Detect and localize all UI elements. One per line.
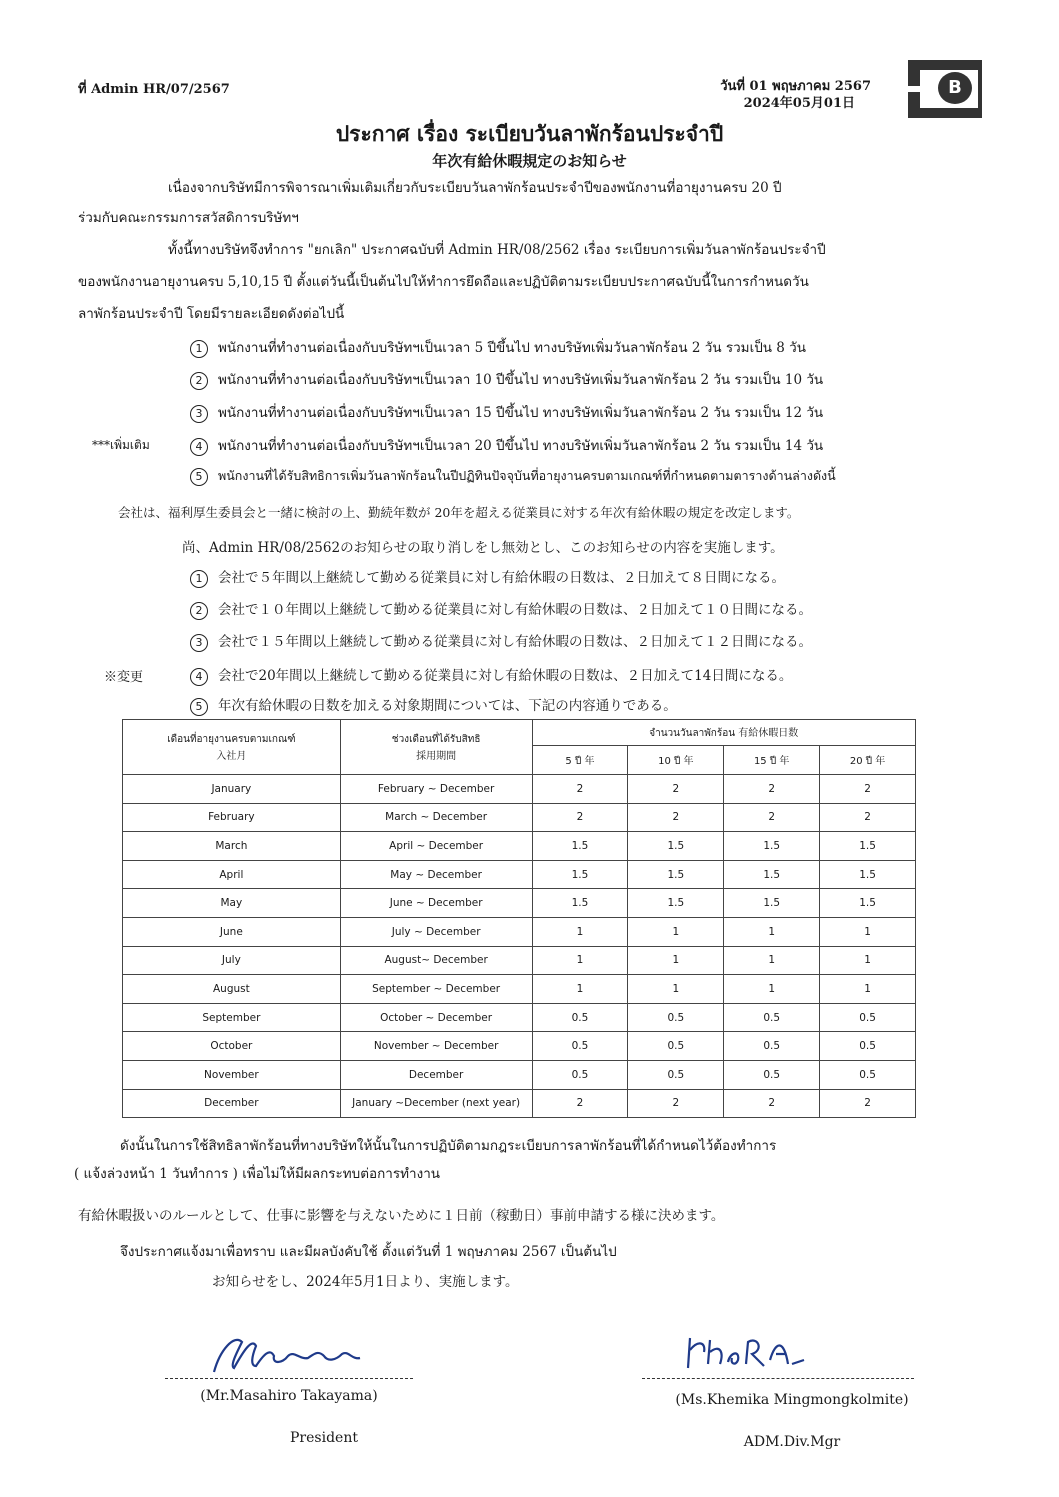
signature-president: [200, 1320, 400, 1380]
cell-month: December: [123, 1089, 341, 1118]
signer-title-president: President: [290, 1430, 358, 1446]
table-row: [123, 775, 916, 804]
item-number: 5: [190, 698, 208, 716]
cell-10-years: 1.5: [628, 832, 724, 861]
cell-period: December: [340, 1060, 532, 1089]
cell-5-years: 1: [532, 946, 628, 975]
cell-month: September: [123, 1003, 341, 1032]
item-number: 4: [190, 438, 208, 456]
cell-5-years: 1.5: [532, 889, 628, 918]
thai-paragraph: ทั้งนี้ทางบริษัทจึงทำการ "ยกเลิก" ประกาศฉบับที่ Admin HR/08/2562 เรื่อง ระเบียบการเพิ่มวันลาพักร้อนประจำปี: [168, 242, 826, 258]
logo-letter: B: [938, 72, 972, 104]
cell-20-years: 0.5: [820, 1032, 916, 1061]
table-row: [123, 1089, 916, 1118]
cell-period: May ~ December: [340, 860, 532, 889]
date-thai: วันที่ 01 พฤษภาคม 2567: [720, 79, 871, 94]
cell-period: January ~December (next year): [340, 1089, 532, 1118]
item-text: 会社で１５年間以上継続して勤める従業員に対し有給休暇の日数は、２日加えて１２日間になる。: [218, 634, 812, 650]
closing-thai-3: จึงประกาศแจ้งมาเพื่อทราบ และมีผลบังคับใช้ ตั้งแต่วันที่ 1 พฤษภาคม 2567 เป็นต้นไป: [120, 1244, 617, 1260]
cell-10-years: 0.5: [628, 1060, 724, 1089]
cell-month: April: [123, 860, 341, 889]
cell-period: November ~ December: [340, 1032, 532, 1061]
cell-10-years: 1.5: [628, 889, 724, 918]
cell-month: May: [123, 889, 341, 918]
company-logo: [908, 60, 982, 118]
page-title-japanese: 年次有給休暇規定のお知らせ: [432, 152, 627, 170]
page-title-thai: ประกาศ เรื่อง ระเบียบวันลาพักร้อนประจำปี: [335, 121, 724, 146]
cell-15-years: 0.5: [724, 1003, 820, 1032]
header-leave-days: จำนวนวันลาพักร้อน 有給休暇日数: [532, 720, 915, 746]
jp-list-item: [190, 566, 785, 588]
cell-15-years: 2: [724, 1089, 820, 1118]
closing-thai-1: ดังนั้นในการใช้สิทธิลาพักร้อนที่ทางบริษัทให้นั้นในการปฏิบัติตามกฎระเบียบการลาพักร้อนที่ได้กำหนดไว้ต้องทำการ: [120, 1138, 777, 1154]
leave-days-table: [122, 719, 916, 1118]
cell-10-years: 0.5: [628, 1032, 724, 1061]
cell-5-years: 0.5: [532, 1060, 628, 1089]
item-text: 会社で５年間以上継続して勤める従業員に対し有給休暇の日数は、２日加えて８日間になる。: [218, 570, 785, 586]
cell-5-years: 0.5: [532, 1003, 628, 1032]
table-row: [123, 975, 916, 1004]
jp-list-item: [190, 598, 812, 620]
cell-10-years: 2: [628, 775, 724, 804]
cell-10-years: 1: [628, 946, 724, 975]
cell-10-years: 1: [628, 917, 724, 946]
signer-name-president: (Mr.Masahiro Takayama): [200, 1388, 378, 1404]
cell-period: August~ December: [340, 946, 532, 975]
cell-5-years: 2: [532, 1089, 628, 1118]
cell-20-years: 1: [820, 946, 916, 975]
item-text: พนักงานที่ทำงานต่อเนื่องกับบริษัทฯเป็นเวลา 5 ปีขึ้นไป ทางบริษัทเพิ่มวันลาพักร้อน 2 วัน รวมเป็น 8 วัน: [218, 340, 806, 356]
cell-10-years: 0.5: [628, 1003, 724, 1032]
cell-20-years: 2: [820, 1089, 916, 1118]
cell-20-years: 1.5: [820, 889, 916, 918]
item-text: พนักงานที่ทำงานต่อเนื่องกับบริษัทฯเป็นเวลา 20 ปีขึ้นไป ทางบริษัทเพิ่มวันลาพักร้อน 2 วัน รวมเป็น 14 วัน: [218, 438, 824, 454]
thai-list-item: [190, 368, 823, 390]
cell-15-years: 1: [724, 917, 820, 946]
cell-15-years: 1.5: [724, 832, 820, 861]
table-row: [123, 803, 916, 832]
cell-month: June: [123, 917, 341, 946]
item-number: 5: [190, 468, 208, 486]
table-row: [123, 1060, 916, 1089]
cell-month: January: [123, 775, 341, 804]
closing-japanese-1: 有給休暇扱いのルールとして、仕事に影響を与えないために１日前（稼動日）事前申請する様に決めます。: [78, 1208, 725, 1224]
item-number: 2: [190, 602, 208, 620]
item-number: 1: [190, 570, 208, 588]
item-text: 会社で１０年間以上継続して勤める従業員に対し有給休暇の日数は、２日加えて１０日間になる。: [218, 602, 812, 618]
thai-paragraph: ร่วมกับคณะกรรมการสวัสดิการบริษัทฯ: [78, 210, 299, 226]
table-row: [123, 889, 916, 918]
table-row: [123, 1003, 916, 1032]
changed-tag: ※変更: [104, 670, 144, 685]
header-period-japanese: 採用期間: [416, 751, 457, 762]
item-text: 会社で20年間以上継続して勤める従業員に対し有給休暇の日数は、２日加えて14日間になる。: [218, 668, 793, 684]
item-number: 2: [190, 372, 208, 390]
item-number: 1: [190, 340, 208, 358]
cell-10-years: 2: [628, 803, 724, 832]
cell-period: April ~ December: [340, 832, 532, 861]
jp-list-item: [190, 664, 792, 686]
jp-paragraph: 尚、Admin HR/08/2562のお知らせの取り消しをし無効とし、このお知らせの内容を実施します。: [182, 540, 784, 556]
cell-10-years: 2: [628, 1089, 724, 1118]
item-text: 年次有給休暇の日数を加える対象期間については、下記の内容通りである。: [218, 698, 677, 714]
table-row: [123, 946, 916, 975]
cell-5-years: 0.5: [532, 1032, 628, 1061]
header-5-years: 5 ปี 年: [532, 746, 628, 775]
cell-month: November: [123, 1060, 341, 1089]
cell-period: October ~ December: [340, 1003, 532, 1032]
header-month-japanese: 入社月: [216, 751, 247, 762]
thai-list-item: [190, 336, 806, 358]
cell-15-years: 1: [724, 946, 820, 975]
header-15-years: 15 ปี 年: [724, 746, 820, 775]
signer-name-adm-manager: (Ms.Khemika Mingmongkolmite): [675, 1392, 909, 1408]
signer-title-adm-manager: ADM.Div.Mgr: [743, 1434, 841, 1450]
thai-paragraph: ลาพักร้อนประจำปี โดยมีรายละเอียดดังต่อไปนี้: [78, 306, 345, 322]
cell-period: September ~ December: [340, 975, 532, 1004]
cell-20-years: 1: [820, 917, 916, 946]
cell-period: March ~ December: [340, 803, 532, 832]
item-number: 4: [190, 668, 208, 686]
jp-paragraph: 会社は、福利厚生委員会と一緒に検討の上、勤続年数が 20年を超える従業員に対する年次有給休暇の規定を改定します。: [118, 505, 800, 520]
signature-line-adm-manager: [642, 1378, 914, 1379]
cell-month: October: [123, 1032, 341, 1061]
cell-5-years: 2: [532, 775, 628, 804]
header-period-thai: ช่วงเดือนที่ได้รับสิทธิ: [391, 734, 481, 745]
cell-20-years: 1.5: [820, 860, 916, 889]
cell-15-years: 1.5: [724, 889, 820, 918]
item-text: พนักงานที่ได้รับสิทธิการเพิ่มวันลาพักร้อนในปีปฏิทินปัจจุบันที่อายุงานครบตามเกณฑ์ที่กำหนดตามตารางด้านล่างดังนี้: [218, 468, 836, 483]
cell-20-years: 0.5: [820, 1060, 916, 1089]
cell-20-years: 2: [820, 775, 916, 804]
cell-20-years: 2: [820, 803, 916, 832]
cell-15-years: 0.5: [724, 1060, 820, 1089]
cell-5-years: 1: [532, 975, 628, 1004]
cell-month: July: [123, 946, 341, 975]
date-japanese: 2024年05月01日: [743, 96, 855, 111]
cell-period: June ~ December: [340, 889, 532, 918]
signature-adm-manager: [680, 1330, 810, 1375]
cell-15-years: 1: [724, 975, 820, 1004]
cell-15-years: 2: [724, 775, 820, 804]
item-number: 3: [190, 634, 208, 652]
item-text: พนักงานที่ทำงานต่อเนื่องกับบริษัทฯเป็นเวลา 10 ปีขึ้นไป ทางบริษัทเพิ่มวันลาพักร้อน 2 วัน รวมเป็น 10 วัน: [218, 372, 824, 388]
header-period: [340, 720, 532, 775]
header-20-years: 20 ปี 年: [820, 746, 916, 775]
cell-15-years: 1.5: [724, 860, 820, 889]
header-10-years: 10 ปี 年: [628, 746, 724, 775]
added-tag: ***เพิ่มเติม: [92, 438, 150, 452]
thai-list-item: [190, 434, 823, 456]
cell-20-years: 0.5: [820, 1003, 916, 1032]
cell-month: August: [123, 975, 341, 1004]
cell-5-years: 1.5: [532, 860, 628, 889]
cell-20-years: 1: [820, 975, 916, 1004]
header-month-thai: เดือนที่อายุงานครบตามเกณฑ์: [167, 734, 296, 745]
cell-10-years: 1.5: [628, 860, 724, 889]
cell-month: February: [123, 803, 341, 832]
cell-10-years: 1: [628, 975, 724, 1004]
signature-line-president: [165, 1378, 413, 1379]
closing-japanese-2: お知らせをし、2024年5月1日より、実施します。: [212, 1274, 519, 1290]
cell-20-years: 1.5: [820, 832, 916, 861]
table-row: [123, 860, 916, 889]
table-row: [123, 832, 916, 861]
header-month: [123, 720, 341, 775]
jp-list-item: [190, 694, 677, 716]
thai-paragraph: ของพนักงานอายุงานครบ 5,10,15 ปี ตั้งแต่วันนี้เป็นต้นไปให้ทำการยึดถือและปฏิบัติตามระเบียบประกาศฉบับนี้ในการกำหนดวัน: [78, 274, 809, 290]
cell-period: February ~ December: [340, 775, 532, 804]
table-row: [123, 1032, 916, 1061]
cell-5-years: 1: [532, 917, 628, 946]
jp-list-item: [190, 630, 812, 652]
item-number: 3: [190, 405, 208, 423]
cell-period: July ~ December: [340, 917, 532, 946]
cell-5-years: 2: [532, 803, 628, 832]
item-text: พนักงานที่ทำงานต่อเนื่องกับบริษัทฯเป็นเวลา 15 ปีขึ้นไป ทางบริษัทเพิ่มวันลาพักร้อน 2 วัน รวมเป็น 12 วัน: [218, 405, 824, 421]
thai-paragraph: เนื่องจากบริษัทมีการพิจารณาเพิ่มเติมเกี่ยวกับระเบียบวันลาพักร้อนประจำปีของพนักงานที่อายุงานครบ 20 ปี: [168, 180, 782, 196]
cell-15-years: 0.5: [724, 1032, 820, 1061]
thai-list-item: [190, 466, 836, 486]
table-row: [123, 917, 916, 946]
thai-list-item: [190, 401, 823, 423]
reference-number: ที่ Admin HR/07/2567: [78, 82, 230, 97]
cell-15-years: 2: [724, 803, 820, 832]
cell-5-years: 1.5: [532, 832, 628, 861]
closing-thai-2: ( แจ้งล่วงหน้า 1 วันทำการ ) เพื่อไม่ให้มีผลกระทบต่อการทำงาน: [74, 1166, 441, 1182]
cell-month: March: [123, 832, 341, 861]
